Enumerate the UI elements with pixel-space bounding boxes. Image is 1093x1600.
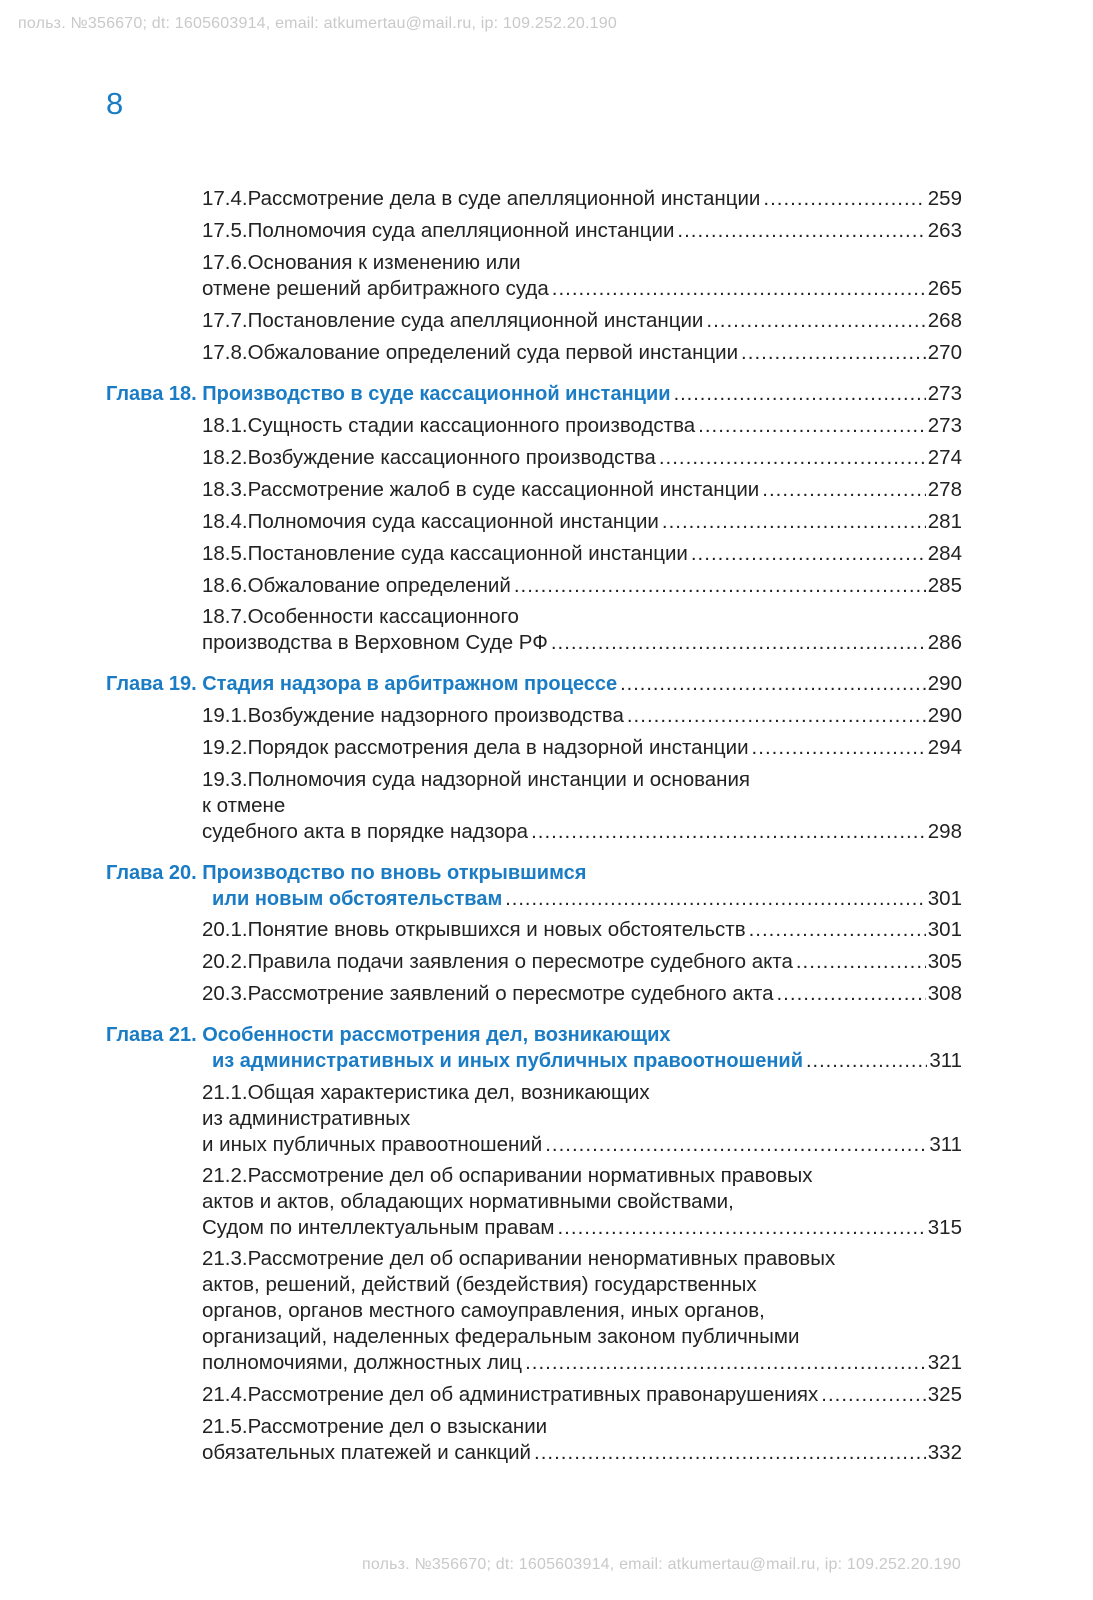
toc-section-entry[interactable] bbox=[202, 1382, 962, 1408]
dot-leader bbox=[691, 541, 926, 567]
toc-page-number: 290 bbox=[927, 704, 962, 727]
toc-section-entry[interactable] bbox=[202, 1246, 962, 1376]
dot-leader bbox=[763, 186, 925, 212]
dot-leader bbox=[552, 276, 926, 302]
toc-section-entry[interactable] bbox=[202, 218, 962, 244]
toc-page-number: 308 bbox=[927, 982, 962, 1005]
toc-page-number: 325 bbox=[927, 1383, 962, 1406]
toc-chapter-entry[interactable] bbox=[106, 1022, 962, 1074]
dot-leader bbox=[674, 381, 926, 407]
toc-page-number: 268 bbox=[927, 309, 962, 332]
toc-page-number: 274 bbox=[927, 446, 962, 469]
toc-entry-text: 21.2.Рассмотрение дел об оспаривании нормативных правовых bbox=[202, 1164, 813, 1187]
toc-page-number: 273 bbox=[927, 414, 962, 437]
dot-leader bbox=[545, 1132, 927, 1158]
toc-entry-text: из административных и иных публичных правоотношений bbox=[212, 1050, 803, 1072]
toc-section-entry[interactable] bbox=[202, 541, 962, 567]
toc-entry-text: 18.4.Полномочия суда кассационной инстанции bbox=[202, 510, 659, 533]
dot-leader bbox=[662, 509, 926, 535]
dot-leader bbox=[514, 573, 926, 599]
watermark-bottom: польз. №356670; dt: 1605603914, email: atkumertau@mail.ru, ip: 109.252.20.190 bbox=[362, 1556, 961, 1573]
toc-section-entry[interactable] bbox=[202, 917, 962, 943]
toc-page-number: 286 bbox=[927, 631, 962, 654]
dot-leader bbox=[796, 949, 926, 975]
dot-leader bbox=[551, 630, 926, 656]
toc-entry-text: 18.7.Особенности кассационного bbox=[202, 605, 519, 628]
toc-page-number: 311 bbox=[929, 1133, 962, 1156]
toc-page-number: 315 bbox=[927, 1216, 962, 1239]
dot-leader bbox=[776, 981, 925, 1007]
dot-leader bbox=[806, 1048, 927, 1074]
toc-chapter-entry[interactable] bbox=[106, 860, 962, 912]
dot-leader bbox=[752, 735, 926, 761]
toc-entry-text: организаций, наделенных федеральным законом публичными bbox=[202, 1325, 800, 1348]
toc-entry-text: 17.6.Основания к изменению или bbox=[202, 251, 521, 274]
toc-section-entry[interactable] bbox=[202, 413, 962, 439]
toc-entry-text: 21.4.Рассмотрение дел об административных правонарушениях bbox=[202, 1383, 819, 1406]
toc-section-entry[interactable] bbox=[202, 981, 962, 1007]
toc-entry-text: из административных bbox=[202, 1107, 411, 1130]
toc-section-entry[interactable] bbox=[202, 186, 962, 212]
toc-entry-text: 18.5.Постановление суда кассационной инстанции bbox=[202, 542, 688, 565]
toc-section-entry[interactable] bbox=[202, 340, 962, 366]
dot-leader bbox=[698, 413, 926, 439]
toc-page-number: 290 bbox=[927, 672, 962, 695]
toc-section-entry[interactable] bbox=[202, 735, 962, 761]
toc-page-number: 321 bbox=[927, 1351, 962, 1374]
watermark-top: польз. №356670; dt: 1605603914, email: atkumertau@mail.ru, ip: 109.252.20.190 bbox=[18, 15, 617, 32]
dot-leader bbox=[741, 340, 926, 366]
toc-entry-text: Глава 20. Производство по вновь открывшимся bbox=[106, 862, 587, 884]
dot-leader bbox=[505, 886, 926, 912]
toc-entry-text: Глава 21. Особенности рассмотрения дел, возникающих bbox=[106, 1024, 671, 1046]
toc-section-entry[interactable] bbox=[202, 477, 962, 503]
toc-page-number: 285 bbox=[927, 574, 962, 597]
toc-page-number: 270 bbox=[927, 341, 962, 364]
toc-section-entry[interactable] bbox=[202, 1414, 962, 1466]
toc-entry-text: 19.1.Возбуждение надзорного производства bbox=[202, 704, 624, 727]
toc-entry-text: 20.2.Правила подачи заявления о пересмотре судебного акта bbox=[202, 950, 793, 973]
toc-entry-text: 18.6.Обжалование определений bbox=[202, 574, 511, 597]
toc-entry-text: 19.2.Порядок рассмотрения дела в надзорной инстанции bbox=[202, 736, 749, 759]
toc-section-entry[interactable] bbox=[202, 767, 962, 845]
toc-section-entry[interactable] bbox=[202, 509, 962, 535]
dot-leader bbox=[762, 477, 926, 503]
toc-entry-text: полномочиями, должностных лиц bbox=[202, 1351, 523, 1374]
toc-entry-text: 18.3.Рассмотрение жалоб в суде кассационной инстанции bbox=[202, 478, 760, 501]
toc-page-number: 294 bbox=[927, 736, 962, 759]
toc-entry-text: 21.3.Рассмотрение дел об оспаривании ненормативных правовых bbox=[202, 1247, 836, 1270]
dot-leader bbox=[534, 1440, 926, 1466]
toc-section-entry[interactable] bbox=[202, 573, 962, 599]
toc-section-entry[interactable] bbox=[202, 949, 962, 975]
dot-leader bbox=[557, 1215, 925, 1241]
toc-entry-text: Судом по интеллектуальным правам bbox=[202, 1216, 555, 1239]
dot-leader bbox=[706, 308, 925, 334]
toc-chapter-entry[interactable] bbox=[106, 381, 962, 407]
toc-page-number: 278 bbox=[927, 478, 962, 501]
toc-section-entry[interactable] bbox=[202, 1080, 962, 1158]
toc-page-number: 298 bbox=[927, 820, 962, 843]
page-number: 8 bbox=[106, 86, 124, 121]
toc-entry-text: 20.3.Рассмотрение заявлений о пересмотре судебного акта bbox=[202, 982, 774, 1005]
toc-entry-text: или новым обстоятельствам bbox=[212, 888, 503, 910]
toc-section-entry[interactable] bbox=[202, 1163, 962, 1241]
toc-page-number: 301 bbox=[927, 887, 962, 910]
toc-entry-text: 21.5.Рассмотрение дел о взыскании bbox=[202, 1415, 548, 1438]
toc-entry-text: актов и актов, обладающих нормативными свойствами, bbox=[202, 1190, 734, 1213]
toc-section-entry[interactable] bbox=[202, 703, 962, 729]
toc-section-entry[interactable] bbox=[202, 308, 962, 334]
dot-leader bbox=[677, 218, 925, 244]
toc-entry-text: 17.5.Полномочия суда апелляционной инстанции bbox=[202, 219, 675, 242]
toc-page-number: 332 bbox=[927, 1441, 962, 1464]
toc-page-number: 305 bbox=[927, 950, 962, 973]
toc-page-number: 263 bbox=[927, 219, 962, 242]
toc-entry-text: актов, решений, действий (бездействия) государственных bbox=[202, 1273, 757, 1296]
toc-entry-text: 19.3.Полномочия суда надзорной инстанции и основания bbox=[202, 768, 751, 791]
dot-leader bbox=[531, 819, 926, 845]
toc-page-number: 311 bbox=[929, 1049, 962, 1072]
toc-entry-text: 17.7.Постановление суда апелляционной инстанции bbox=[202, 309, 704, 332]
toc-section-entry[interactable] bbox=[202, 445, 962, 471]
toc-page-number: 284 bbox=[927, 542, 962, 565]
toc-entry-text: 20.1.Понятие вновь открывшихся и новых обстоятельств bbox=[202, 918, 746, 941]
toc-entry-text: 21.1.Общая характеристика дел, возникающих bbox=[202, 1081, 650, 1104]
toc-entry-text: 18.1.Сущность стадии кассационного производства bbox=[202, 414, 696, 437]
dot-leader bbox=[821, 1382, 926, 1408]
toc-entry-text: к отмене bbox=[202, 794, 286, 817]
dot-leader bbox=[525, 1350, 926, 1376]
toc-page-number: 259 bbox=[927, 187, 962, 210]
toc-entry-text: 17.4.Рассмотрение дела в суде апелляционной инстанции bbox=[202, 187, 761, 210]
toc-entry-text: 17.8.Обжалование определений суда первой инстанции bbox=[202, 341, 739, 364]
dot-leader bbox=[627, 703, 926, 729]
toc-entry-text: и иных публичных правоотношений bbox=[202, 1133, 543, 1156]
toc-chapter-entry[interactable] bbox=[106, 671, 962, 697]
toc-entry-text: Глава 18. Производство в суде кассационной инстанции bbox=[106, 383, 671, 405]
toc-entry-text: 18.2.Возбуждение кассационного производства bbox=[202, 446, 656, 469]
toc-entry-text: обязательных платежей и санкций bbox=[202, 1441, 532, 1464]
dot-leader bbox=[620, 671, 926, 697]
toc-section-entry[interactable] bbox=[202, 250, 962, 302]
toc-page-number: 301 bbox=[927, 918, 962, 941]
toc-entry-text: судебного акта в порядке надзора bbox=[202, 820, 529, 843]
toc-entry-text: Глава 19. Стадия надзора в арбитражном процессе bbox=[106, 673, 618, 695]
dot-leader bbox=[749, 917, 926, 943]
toc-section-entry[interactable] bbox=[202, 604, 962, 656]
toc-page-number: 265 bbox=[927, 277, 962, 300]
dot-leader bbox=[659, 445, 926, 471]
toc-entry-text: отмене решений арбитражного суда bbox=[202, 277, 549, 300]
toc-entry-text: органов, органов местного самоуправления, иных органов, bbox=[202, 1299, 765, 1322]
toc-page-number: 273 bbox=[927, 382, 962, 405]
toc-page-number: 281 bbox=[927, 510, 962, 533]
toc-entry-text: производства в Верховном Суде РФ bbox=[202, 631, 548, 654]
